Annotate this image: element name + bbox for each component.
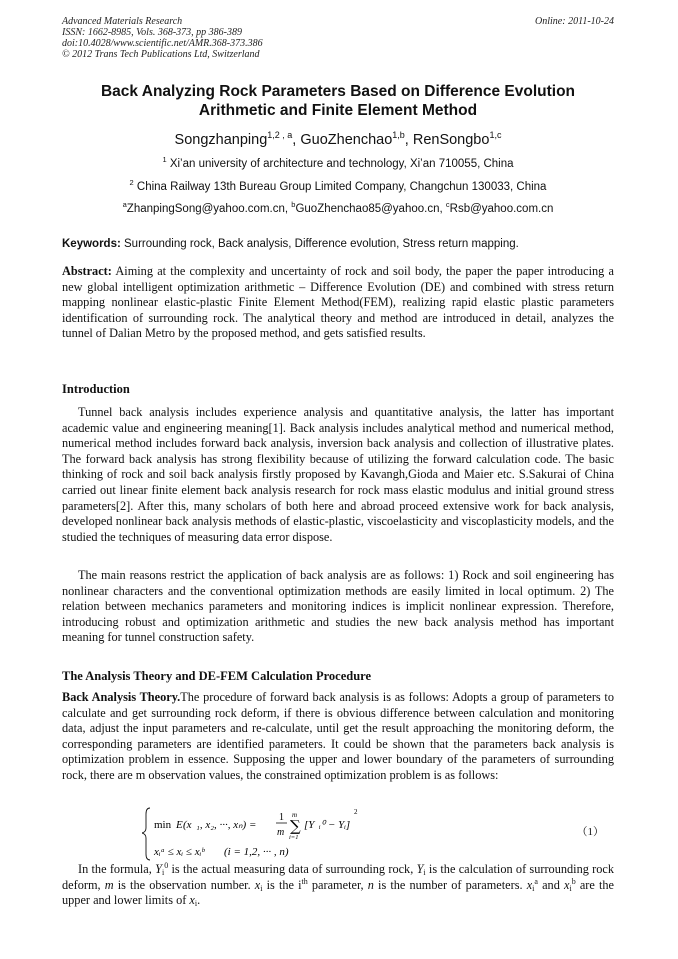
title-line-2: Arithmetic and Finite Element Method — [198, 102, 478, 119]
section-heading: The Analysis Theory and DE-FEM Calculation Procedure — [62, 669, 372, 683]
journal-doi: doi:10.4028/www.scientific.net/AMR.368-373.386 — [62, 38, 263, 49]
eq-square: 2 — [354, 808, 358, 816]
eq-sum-upper: m — [292, 811, 298, 819]
affiliation-sup: 1 — [162, 155, 167, 164]
eq-E: E — [176, 819, 183, 831]
title-line-1: Back Analyzing Rock Parameters Based on Difference Evolution — [100, 83, 576, 100]
email-list — [62, 202, 614, 216]
back-analysis-paragraph — [62, 690, 614, 784]
email-address[interactable]: GuoZhenchao85@yahoo.cn, — [295, 203, 443, 215]
author-name: GuoZhenchao — [300, 132, 393, 148]
abstract — [62, 264, 614, 342]
introduction-paragraph-1: Tunnel back analysis includes experience analysis and quantitative analysis, the latter has important academic value and engineering meaning[1]. Back analysis includes analytical method and numerical method, numerical method includes forward back analysis, inversion back analysis and collection of illustrative plates. The forward back analysis has strong flexibility because of utilizing the forward calculation code. The basic thinking of rock and soil back analysis firstly proposed by Kavangh,Gioda and Maier etc. S.Sakurai of China carried out linear finite element back analysis research for rock mass elastic modulus and initial ground stress parameters[2]. After this, many scholars of both here and abroad proceed extensive work for back analysis, developed nonlinear back analysis methods of elastic-plastic, viscoelasticity and viscoplasticity models, and the studied the techniques of measuring data error dispose. — [62, 405, 614, 544]
eq-bracket-rest: ᵢ⁰ − Yᵢ] — [319, 819, 351, 831]
keywords-label: Keywords: — [62, 238, 121, 250]
keywords-text: Surrounding rock, Back analysis, Difference evolution, Stress return mapping. — [124, 238, 519, 250]
abstract-label: Abstract: — [62, 264, 112, 278]
eq-sum: ∑ — [290, 817, 301, 835]
eq-m: m — [277, 827, 285, 838]
email-address[interactable]: Rsb@yahoo.com.cn — [449, 203, 554, 215]
equation-graphic — [142, 804, 402, 862]
author-name: Songzhanping — [174, 132, 268, 148]
author-sup: 1,2 , a — [267, 130, 293, 140]
affiliation-text: China Railway 13th Bureau Group Limited Company, Changchun 130033, China — [136, 181, 547, 193]
eq-constraint-lhs: xᵢᵃ ≤ xᵢ ≤ xᵢᵇ — [154, 846, 205, 858]
equation-number: （1） — [576, 826, 604, 838]
email-sup: b — [291, 200, 296, 209]
email-address[interactable]: ZhanpingSong@yahoo.com.cn, — [126, 203, 289, 215]
journal-name: Advanced Materials Research — [62, 16, 183, 27]
formula-explanation: In the formula, $Y_i^0$ is the actual measuring data of surrounding rock, $Y_i$ is the calculation of surrounding rock deform, m is the observation number. $x_i$ is the $i^{th}$ parameter, n is the number of parameters. $x_i^a$ and $x_i^b$ are the upper and lower limits of $x_i$. — [62, 861, 614, 909]
journal-copyright: © 2012 Trans Tech Publications Ltd, Switzerland — [62, 49, 260, 60]
abstract-text: Aiming at the complexity and uncertainty of rock and soil body, the paper the paper introducing a new global intelligent optimization arithmetic – Difference Evolution (DE) and combined with stress return mapping nonlinear elastic-plastic Finite Element Method(FEM), realizing rapid elastic plastic parameters identification of surrounding rock. The analytical theory and method are introduced in detail, analyzes the tunnel of Dalian Metro by the proposed method, and gets satisfied results. — [62, 264, 614, 341]
back-analysis-text: The procedure of forward back analysis is as follows: Adopts a group of parameters to calculate and get surrounding rock deform, if there is obvious difference between calculation and monitoring data, adjust the input parameters and re-calculate, until get the result approaching the monitoring deform, the corresponding parameters are identified parameters. It could be shown that the parameters back analysis is optimization problem in essence. Supposing the upper and lower boundary of the parameters of surrounding rock, there are m observation values, the constrained optimization problem is as follows: — [62, 690, 614, 782]
keywords — [62, 237, 614, 251]
eq-min: min — [154, 819, 172, 831]
online-date: Online: 2011-10-24 — [535, 16, 614, 27]
introduction-heading: Introduction — [62, 382, 130, 396]
author-sup: 1,b — [392, 130, 405, 140]
eq-one: 1 — [279, 812, 284, 823]
eq-args-rest: ₁, x₂, ···, xₙ) = — [196, 819, 257, 831]
affiliation-text: Xi’an university of architecture and technology, Xi’an 710055, China — [169, 158, 514, 170]
author-name: RenSongbo — [412, 132, 490, 148]
introduction-paragraph-2: The main reasons restrict the application of back analysis are as follows: 1) Rock and soil engineering has nonlinear characters and the conventional optimization methods are easily limited in local optimum. 2) The relation between mechanics parameters and monitoring indices is implicit nonlinear expression. Therefore, introducing robust and optimization arithmetic and studies the new back analysis method has important meaning for tunnel construction safety. — [62, 568, 614, 645]
author-list: Songzhanping$^{1,2 , a}$, GuoZhenchao$^{1,b}$, RenSongbo$^{1,c}$ — [174, 130, 502, 148]
journal-issn: ISSN: 1662-8985, Vols. 368-373, pp 386-389 — [62, 27, 242, 38]
eq-constraint-range: (i = 1,2, ··· , n) — [224, 846, 289, 858]
subsection-label: Back Analysis Theory. — [62, 690, 181, 704]
eq-bracket: [Y — [304, 819, 315, 831]
brace-icon — [142, 808, 150, 860]
affiliation-1 — [62, 157, 614, 171]
affiliation-sup: 2 — [129, 178, 134, 187]
paper-title — [62, 82, 614, 120]
email-sup: c — [445, 200, 450, 209]
eq-sum-lower: i=1 — [289, 834, 299, 841]
equation-1 — [62, 804, 614, 862]
affiliation-2 — [62, 180, 614, 194]
journal-header — [62, 16, 263, 60]
author-sup: 1,c — [489, 130, 502, 140]
eq-args: (x — [183, 819, 192, 831]
email-sup: a — [122, 200, 127, 209]
